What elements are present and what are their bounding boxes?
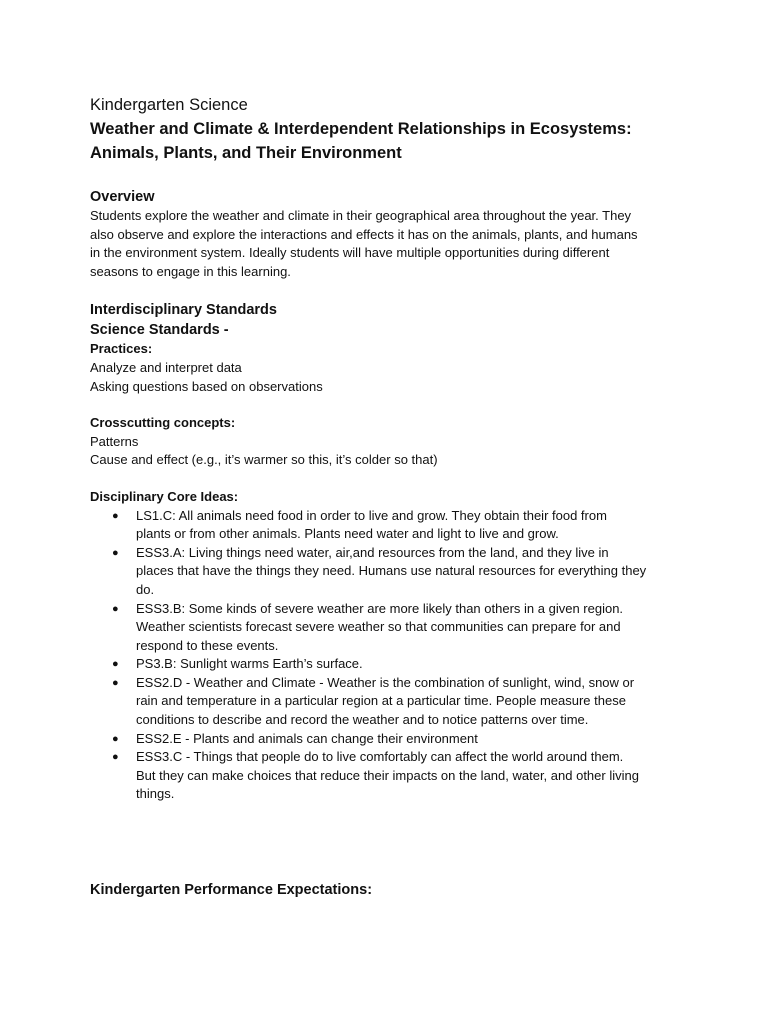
document-title-line-1: Weather and Climate & Interdependent Relationships in Ecosystems: — [90, 120, 632, 138]
crosscutting-list — [90, 433, 690, 470]
core-idea-line: Weather scientists forecast severe weather so that communities can prepare for and — [136, 619, 621, 635]
core-idea-line: ESS2.D - Weather and Climate - Weather is the combination of sunlight, wind, snow or — [136, 674, 635, 690]
core-ideas-label: Disciplinary Core Ideas: — [90, 488, 239, 504]
overview-line: also observe and explore the interactions and effects it has on the animals, plants, and humans — [90, 226, 638, 242]
core-idea-line: rain and temperature in a particular region at a particular time. People measure these — [136, 693, 626, 709]
core-idea-line: ESS3.A: Living things need water, air,and resources from the land, and they live in — [136, 544, 609, 560]
subject-heading: Kindergarten Science — [90, 96, 248, 114]
practices-list — [90, 359, 690, 396]
practice-item: Analyze and interpret data — [90, 359, 242, 375]
core-idea-line: ESS3.B: Some kinds of severe weather are more likely than others in a given region. — [136, 600, 624, 616]
interdisciplinary-standards-heading: Interdisciplinary Standards — [90, 302, 277, 319]
core-idea-line: plants or from other animals. Plants need water and light to live and grow. — [136, 526, 559, 542]
bullet-icon: ● — [112, 676, 119, 689]
list-item — [90, 674, 690, 730]
list-item — [90, 748, 690, 804]
core-idea-line: ESS2.E - Plants and animals can change their environment — [136, 730, 478, 746]
document-page — [90, 93, 690, 900]
overview-line: seasons to engage in this learning. — [90, 263, 291, 279]
bullet-icon: ● — [112, 751, 119, 764]
core-idea-line: LS1.C: All animals need food in order to live and grow. They obtain their food from — [136, 507, 607, 523]
core-ideas-list — [90, 507, 690, 805]
crosscutting-item: Patterns — [90, 433, 139, 449]
list-item — [90, 507, 690, 544]
list-item — [90, 600, 690, 656]
core-idea-line: conditions to describe and record the weather and to notice patterns over time. — [136, 712, 589, 728]
list-item — [90, 655, 690, 674]
crosscutting-label: Crosscutting concepts: — [90, 415, 236, 431]
core-idea-line: ESS3.C - Things that people do to live comfortably can affect the world around them. — [136, 749, 624, 765]
bullet-icon: ● — [112, 732, 119, 745]
core-idea-line: places that have the things they need. Humans use natural resources for everything they — [136, 563, 647, 579]
overview-line: Students explore the weather and climate in their geographical area throughout the year. They — [90, 208, 632, 223]
overview-line: in the environment system. Ideally students will have multiple opportunities during different — [90, 245, 610, 261]
bullet-icon: ● — [112, 509, 119, 522]
performance-expectations-heading: Kindergarten Performance Expectations: — [90, 882, 373, 899]
bullet-icon: ● — [112, 546, 119, 559]
core-idea-line: respond to these events. — [136, 637, 279, 653]
core-idea-line: do. — [136, 581, 155, 597]
overview-paragraph — [90, 207, 690, 281]
practices-label: Practices: — [90, 341, 153, 357]
document-title-line-2: Animals, Plants, and Their Environment — [90, 144, 402, 162]
core-idea-line: But they can make choices that reduce their impacts on the land, water, and other living — [136, 767, 639, 783]
list-item — [90, 544, 690, 600]
list-item — [90, 730, 690, 749]
bullet-icon: ● — [112, 602, 119, 615]
practice-item: Asking questions based on observations — [90, 378, 323, 394]
core-idea-line: things. — [136, 786, 175, 802]
core-idea-line: PS3.B: Sunlight warms Earth’s surface. — [136, 656, 363, 672]
bullet-icon: ● — [112, 658, 119, 671]
crosscutting-item: Cause and effect (e.g., it’s warmer so this, it’s colder so that) — [90, 452, 438, 468]
science-standards-heading: Science Standards - — [90, 322, 229, 339]
overview-heading: Overview — [90, 189, 155, 205]
